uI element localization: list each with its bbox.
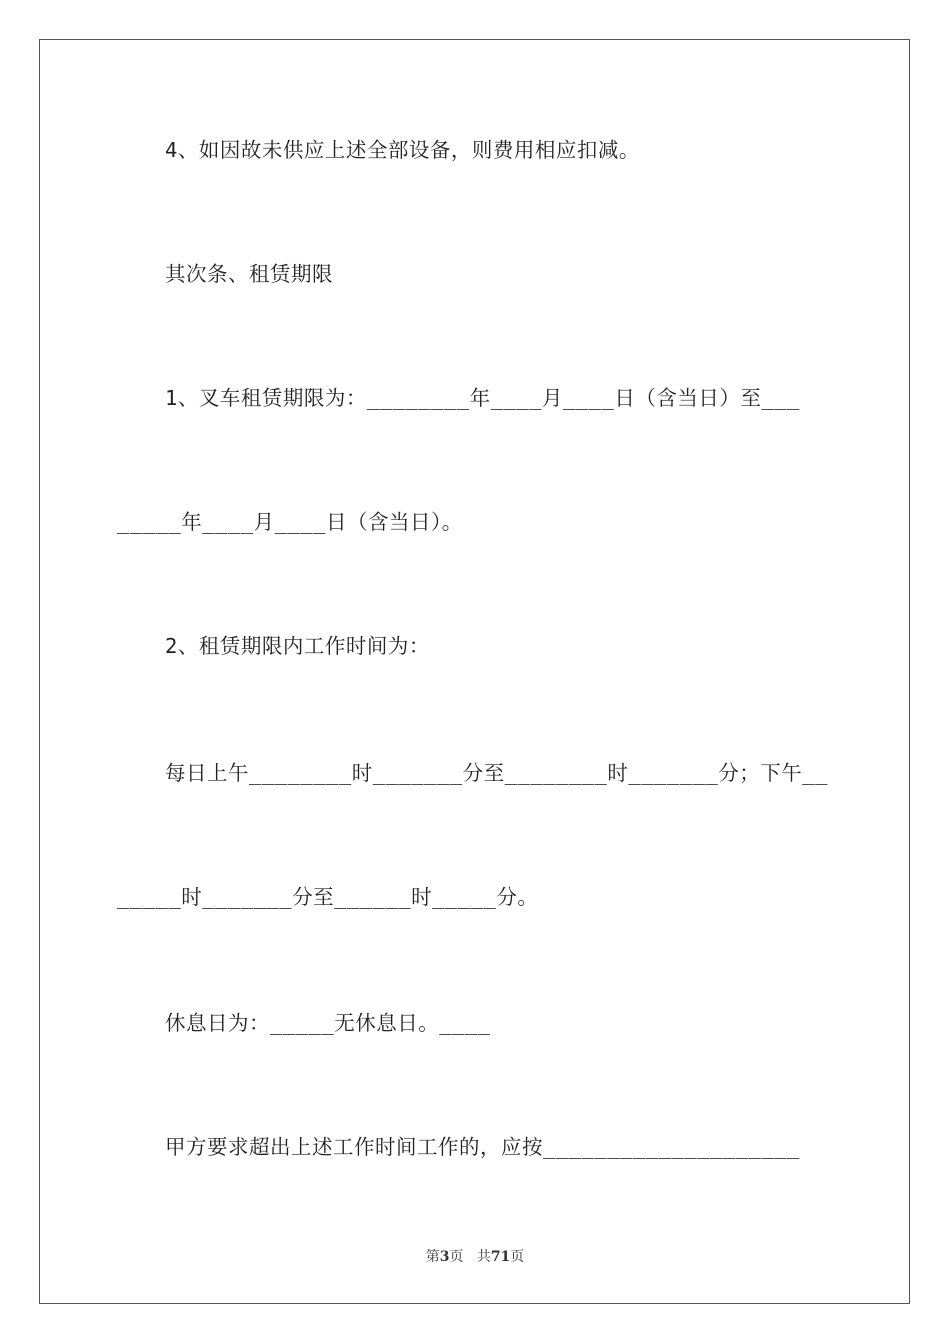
paragraph-lease-period-continued: _____年____月____日（含当日）。 [117,510,463,534]
page-frame [39,39,910,1304]
footer-page-number: 3 [439,1249,450,1265]
paragraph-lease-period: 1、叉车租赁期限为：________年____月____日（含当日）至___ [165,386,800,410]
page-footer [0,1246,950,1266]
paragraph-equipment-deduction: 4、如因故未供应上述全部设备，则费用相应扣减。 [165,138,640,162]
footer-page-prefix: 第 [425,1249,440,1265]
footer-page-suffix: 页 [449,1249,464,1265]
section-heading-lease-term: 其次条、租赁期限 [165,262,333,286]
paragraph-daily-hours: 每日上午________时_______分至________时_______分；下午__ [165,761,828,785]
footer-total-suffix: 页 [510,1249,525,1265]
footer-total-pages: 71 [490,1249,511,1265]
paragraph-overtime: 甲方要求超出上述工作时间工作的，应按____________________ [165,1135,800,1159]
paragraph-rest-day: 休息日为：_____无休息日。____ [165,1011,491,1035]
footer-total-prefix: 共 [476,1249,491,1265]
paragraph-daily-hours-continued: _____时_______分至______时_____分。 [117,885,539,909]
paragraph-working-hours: 2、租赁期限内工作时间为： [165,634,430,658]
